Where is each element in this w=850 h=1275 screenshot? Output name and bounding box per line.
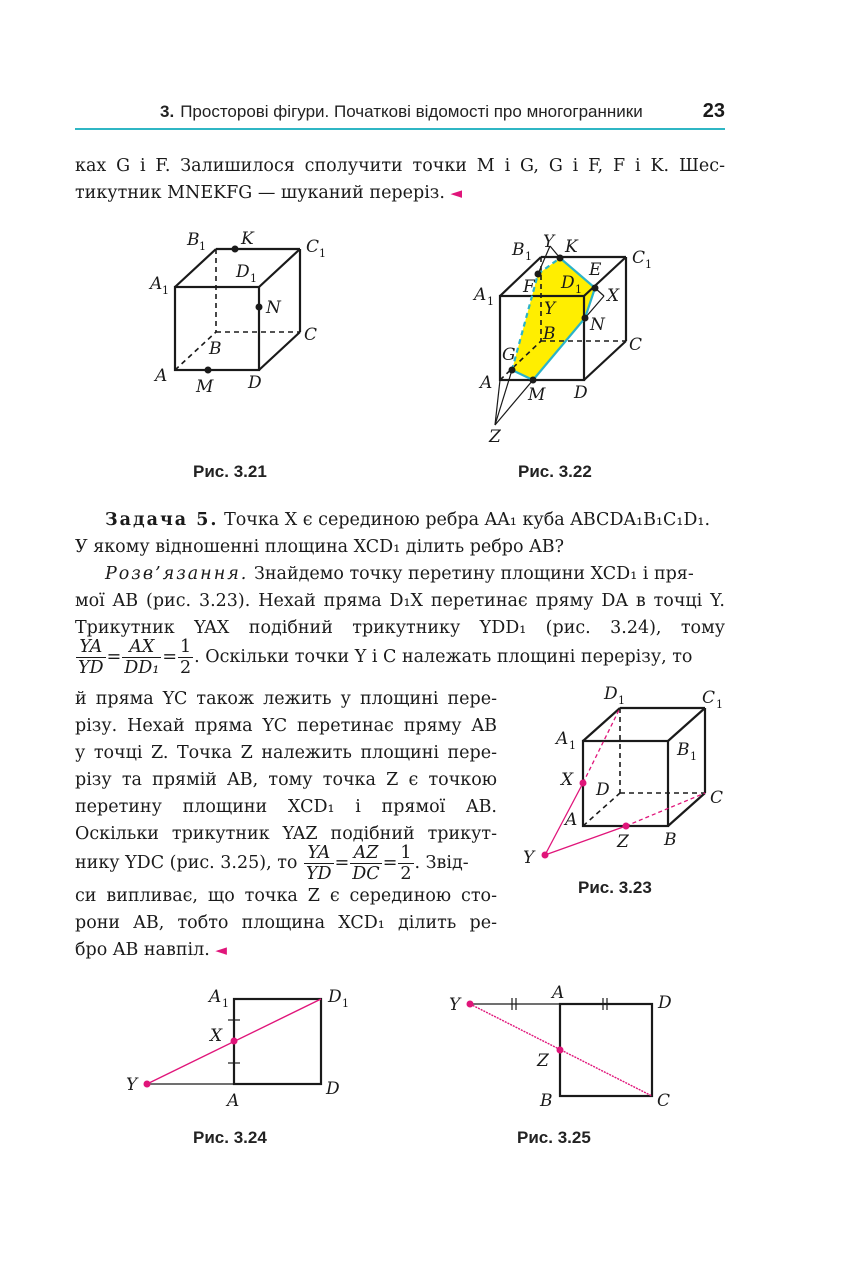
fig24-label-a1: A	[209, 987, 222, 1007]
fig23-label-d: D	[596, 780, 610, 800]
fig22-label-a1: A	[474, 285, 487, 305]
fig22-label-c: C	[629, 335, 643, 355]
fig22-label-d1: D	[561, 273, 575, 293]
fig21-label-c: C	[304, 325, 318, 345]
fig22-label-d1-sub: 1	[575, 283, 582, 296]
fig21-label-a1-sub: 1	[162, 284, 169, 297]
fig24-label-y: Y	[126, 1075, 138, 1095]
fig21-label-a: A	[155, 366, 168, 386]
fig22-label-a1-sub: 1	[487, 295, 494, 308]
col-line-5: перетину площини XCD₁ і прямої AB.	[75, 797, 497, 817]
fig22-label-e: E	[589, 260, 602, 280]
solution-heading: Розв’язання.	[105, 564, 249, 584]
col-line-9: рони AB, тобто площина XCD₁ ділить ре-	[75, 913, 497, 933]
task-line-2: У якому відношенні площина XCD₁ ділить ребро AB?	[75, 537, 564, 557]
fig22-label-a: A	[480, 373, 493, 393]
fig21-label-b: B	[209, 339, 222, 359]
fig25-label-c: C	[657, 1091, 671, 1111]
fig21-label-n: N	[266, 298, 281, 318]
fig24-label-a: A	[227, 1091, 240, 1111]
col-line-8: си випливає, що точка Z є серединою сто-	[75, 886, 497, 906]
col-line-3: у точці Z. Точка Z належить площині пере-	[75, 743, 497, 763]
fig21-label-b1: B	[187, 230, 200, 250]
col-line-4: різу та прямій AB, тому точка Z є точкою	[75, 770, 497, 790]
fig24-label-d1: D	[328, 987, 342, 1007]
solution-line-3: Трикутник YAX подібний трикутнику YDD₁ (рис. 3.24), тому	[75, 618, 725, 638]
fig24-label-x: X	[210, 1026, 223, 1046]
col-line-10: бро AB навпіл. ◄	[75, 940, 227, 960]
chapter-title: 3. Просторові фігури. Початкові відомості про многогранники	[160, 102, 643, 121]
intro-line-2: тикутник MNEKFG — шуканий переріз. ◄	[75, 183, 463, 203]
fig22-label-b1-sub: 1	[525, 250, 532, 263]
solution-line-1: Розв’язання. Знайдемо точку перетину площини XCD₁ і пря-	[105, 564, 694, 584]
fig24-label-d: D	[326, 1079, 340, 1099]
fraction-one-half-2: $\frac{1}{2}$	[400, 843, 412, 884]
fig23-label-d1-sub: 1	[618, 694, 625, 707]
fraction-az-dc: $\frac{AZ}{DC}$	[352, 843, 380, 884]
fig22-label-z: Z	[489, 427, 501, 447]
fig23-label-d1: D	[604, 684, 618, 704]
fig23-label-b1-sub: 1	[690, 750, 697, 763]
fig25-label-z: Z	[537, 1051, 549, 1071]
fig24-label-d1-sub: 1	[342, 997, 349, 1010]
col-line-7: нику YDC (рис. 3.25), то $\frac{YA}{YD}$ = $\frac{AZ}{DC}$ = $\frac{1}{2}$ . Звід-	[75, 843, 469, 884]
fig21-label-c1-sub: 1	[319, 247, 326, 260]
fig25-label-b: B	[540, 1091, 553, 1111]
col-line-2: різу. Нехай пряма YC перетинає пряму AB	[75, 716, 497, 736]
fig21-label-d: D	[248, 373, 262, 393]
fig22-label-c1: C	[632, 248, 646, 268]
solution-line-4: $\frac{YA}{YD}$ = $\frac{AX}{\text{DD₁}}$ = $\frac{1}{2}$ . Оскільки точки Y і C належать площині перерізу, то	[78, 637, 693, 678]
fig22-label-c1-sub: 1	[645, 258, 652, 271]
fig22-label-f: F	[523, 277, 535, 297]
end-marker-icon: ◄	[450, 184, 463, 202]
fraction-ya-yd-2: $\frac{YA}{YD}$	[306, 843, 332, 884]
solution-line-2: мої AB (рис. 3.23). Нехай пряма D₁X перетинає пряму DA в точці Y.	[75, 591, 725, 611]
fig23-label-b: B	[664, 830, 677, 850]
fig22-label-d: D	[574, 383, 588, 403]
col-line-1: й пряма YC також лежить у площині пере-	[75, 689, 497, 709]
fig23-label-a: A	[565, 810, 578, 830]
fig23-label-a1: A	[556, 729, 569, 749]
fig22-label-y-mid: Y	[544, 299, 556, 319]
page-number: 23	[702, 100, 725, 122]
fig23-label-x: X	[561, 770, 574, 790]
fraction-one-half: $\frac{1}{2}$	[180, 637, 192, 678]
fig22-label-x: X	[607, 286, 620, 306]
fraction-ya-yd: $\frac{YA}{YD}$	[78, 637, 104, 678]
caption-fig-3-23: Рис. 3.23	[578, 878, 652, 897]
fig23-label-y: Y	[523, 848, 535, 868]
fig25-label-y: Y	[449, 995, 461, 1015]
task-heading: Задача 5.	[105, 510, 219, 530]
fig22-label-n: N	[590, 315, 605, 335]
fig23-label-c1: C	[702, 688, 716, 708]
intro-line-1: ках G і F. Залишилося сполучити точки M і G, G і F, F і K. Шес-	[75, 156, 725, 176]
fig23-label-b1: B	[677, 740, 690, 760]
fig25-label-a: A	[552, 983, 565, 1003]
fig21-label-c1: C	[306, 237, 320, 257]
fig22-label-g: G	[502, 345, 516, 365]
fig21-label-b1-sub: 1	[199, 240, 206, 253]
fig22-label-k: K	[565, 237, 578, 257]
fraction-ax-dd1: $\frac{AX}{\text{DD₁}}$	[124, 637, 160, 678]
end-marker-icon-2: ◄	[215, 941, 227, 959]
col-line-6: Оскільки трикутник YAZ подібний трикут-	[75, 824, 497, 844]
fig23-label-c1-sub: 1	[716, 698, 723, 711]
fig24-label-a1-sub: 1	[222, 997, 229, 1010]
caption-fig-3-24: Рис. 3.24	[193, 1128, 267, 1147]
fig21-label-a1: A	[150, 274, 163, 294]
fig22-label-b: B	[543, 324, 556, 344]
fig22-label-y-top: Y	[543, 232, 555, 252]
caption-fig-3-25: Рис. 3.25	[517, 1128, 591, 1147]
fig21-label-m: M	[196, 377, 214, 397]
fig21-label-k: K	[241, 229, 254, 249]
task-line-1: Задача 5. Точка X є серединою ребра AA₁ куба ABCDA₁B₁C₁D₁.	[105, 510, 711, 530]
caption-fig-3-21: Рис. 3.21	[193, 462, 267, 481]
fig21-label-d1: D	[236, 262, 250, 282]
fig21-label-d1-sub: 1	[250, 272, 257, 285]
fig23-label-a1-sub: 1	[569, 739, 576, 752]
fig22-label-b1: B	[512, 240, 525, 260]
fig23-label-c: C	[710, 788, 724, 808]
caption-fig-3-22: Рис. 3.22	[518, 462, 592, 481]
fig23-label-z: Z	[617, 832, 629, 852]
fig22-label-m: M	[528, 385, 546, 405]
fig25-label-d: D	[658, 993, 672, 1013]
